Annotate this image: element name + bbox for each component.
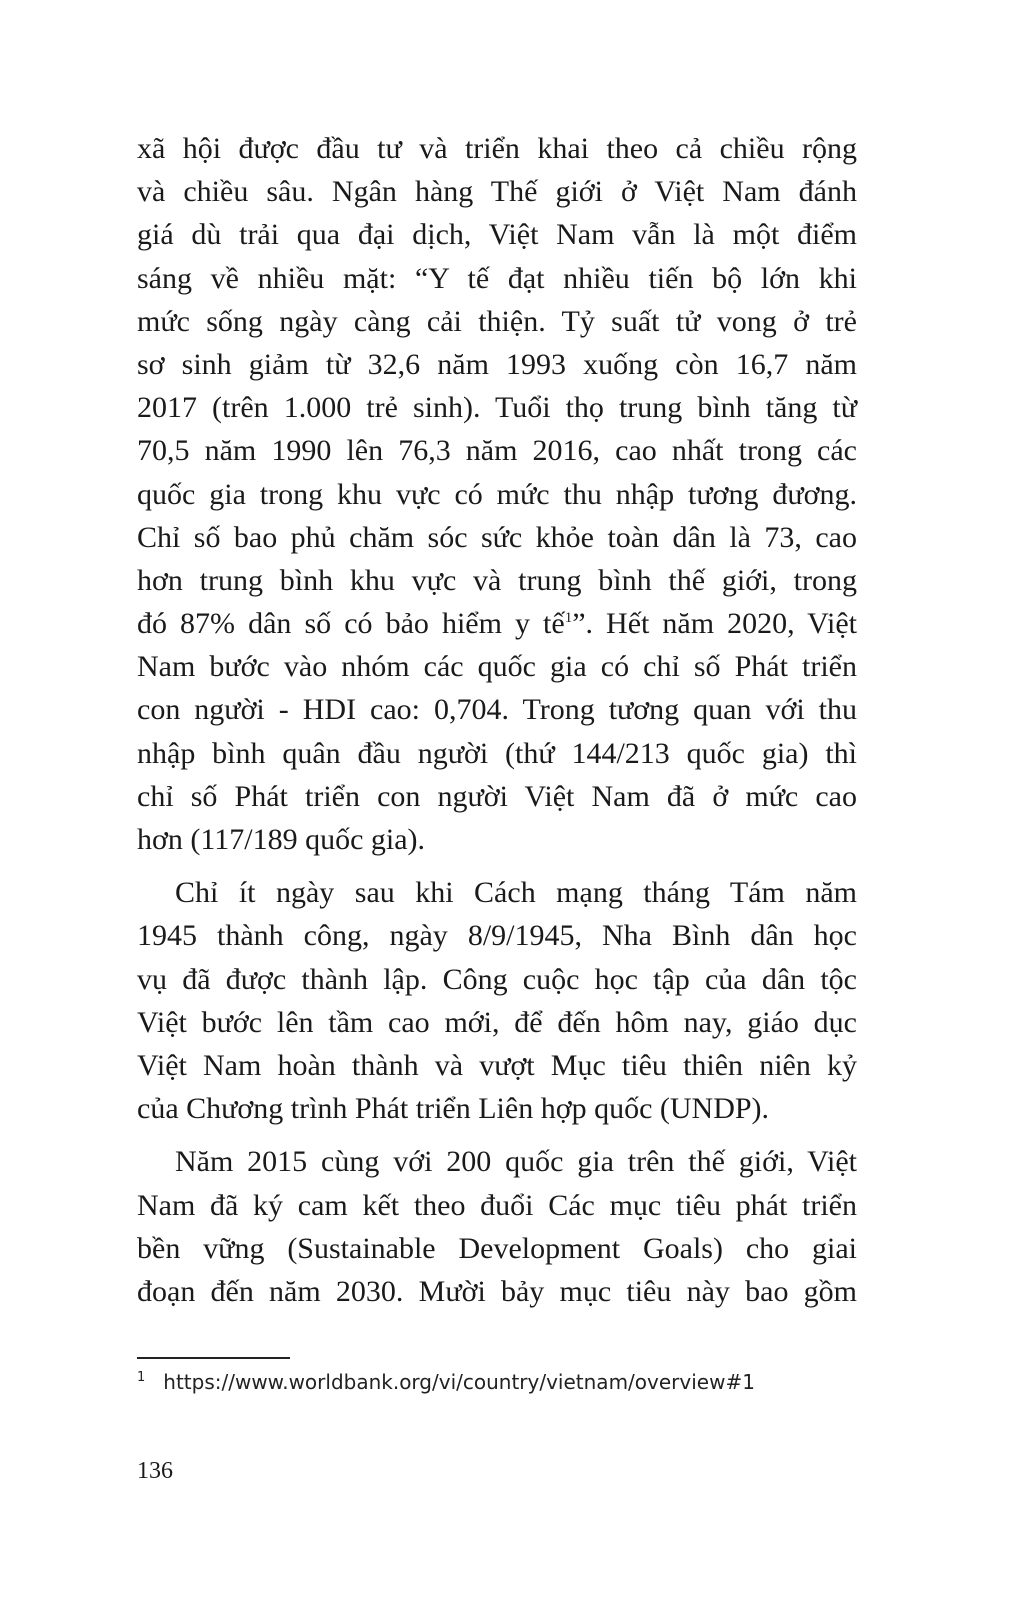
page-body <box>137 127 857 1323</box>
text-line: 1945 thành công, ngày 8/9/1945, Nha Bình dân học <box>137 919 857 953</box>
text-line: Việt Nam hoàn thành và vượt Mục tiêu thiên niên kỷ <box>137 1048 857 1082</box>
text-line: xã hội được đầu tư và triển khai theo cả chiều rộng <box>137 132 857 165</box>
text-line: sơ sinh giảm từ 32,6 năm 1993 xuống còn 16,7 năm <box>137 347 857 381</box>
text-line: chỉ số Phát triển con người Việt Nam đã ở mức cao <box>137 779 857 813</box>
text-line-with-footnote <box>137 602 857 645</box>
footnote <box>137 1370 755 1394</box>
text-line: Chỉ số bao phủ chăm sóc sức khỏe toàn dân là 73, cao <box>137 520 857 554</box>
text-line: nhập bình quân đầu người (thứ 144/213 quốc gia) thì <box>137 736 857 770</box>
footnote-reference[interactable]: 1 <box>564 610 573 627</box>
text-line: Chỉ ít ngày sau khi Cách mạng tháng Tám năm <box>175 876 857 910</box>
text-line: hơn trung bình khu vực và trung bình thế giới, trong <box>137 563 857 597</box>
footnote-link[interactable]: https://www.worldbank.org/vi/country/vietnam/overview#1 <box>163 1370 755 1394</box>
text-line: sáng về nhiều mặt: “Y tế đạt nhiều tiến bộ lớn khi <box>137 261 857 295</box>
footnote-divider <box>137 1357 290 1359</box>
text-line: Năm 2015 cùng với 200 quốc gia trên thế giới, Việt <box>175 1145 857 1179</box>
text-line: Nam bước vào nhóm các quốc gia có chỉ số Phát triển <box>137 650 857 684</box>
page-number: 136 <box>137 1458 173 1484</box>
text-line: của Chương trình Phát triển Liên hợp quốc (UNDP). <box>137 1092 770 1126</box>
paragraph-1 <box>137 127 857 861</box>
text-line: đoạn đến năm 2030. Mười bảy mục tiêu này bao gồm <box>137 1274 857 1308</box>
text-segment: đó 87% dân số có bảo hiểm y tế <box>137 607 565 641</box>
paragraph-3 <box>137 1140 857 1313</box>
text-line: quốc gia trong khu vực có mức thu nhập tương đương. <box>137 477 857 511</box>
text-line: và chiều sâu. Ngân hàng Thế giới ở Việt Nam đánh <box>137 175 857 209</box>
text-line: Nam đã ký cam kết theo đuổi Các mục tiêu phát triển <box>137 1188 857 1222</box>
text-line: con người - HDI cao: 0,704. Trong tương quan với thu <box>137 693 857 727</box>
text-line: mức sống ngày càng cải thiện. Tỷ suất tử vong ở trẻ <box>137 304 857 338</box>
text-line: Việt bước lên tầm cao mới, để đến hôm nay, giáo dục <box>137 1005 857 1039</box>
text-line: bền vững (Sustainable Development Goals) cho giai <box>137 1231 857 1265</box>
text-line: 70,5 năm 1990 lên 76,3 năm 2016, cao nhất trong các <box>137 434 857 468</box>
text-line: giá dù trải qua đại dịch, Việt Nam vẫn là một điểm <box>137 218 857 252</box>
paragraph-2 <box>137 871 857 1130</box>
text-line: 2017 (trên 1.000 trẻ sinh). Tuổi thọ trung bình tăng từ <box>137 391 857 425</box>
text-segment: ”. Hết năm 2020, Việt <box>572 607 857 641</box>
text-line: hơn (117/189 quốc gia). <box>137 823 426 856</box>
text-line: vụ đã được thành lập. Công cuộc học tập của dân tộc <box>137 962 857 996</box>
footnote-number: 1 <box>137 1370 146 1385</box>
